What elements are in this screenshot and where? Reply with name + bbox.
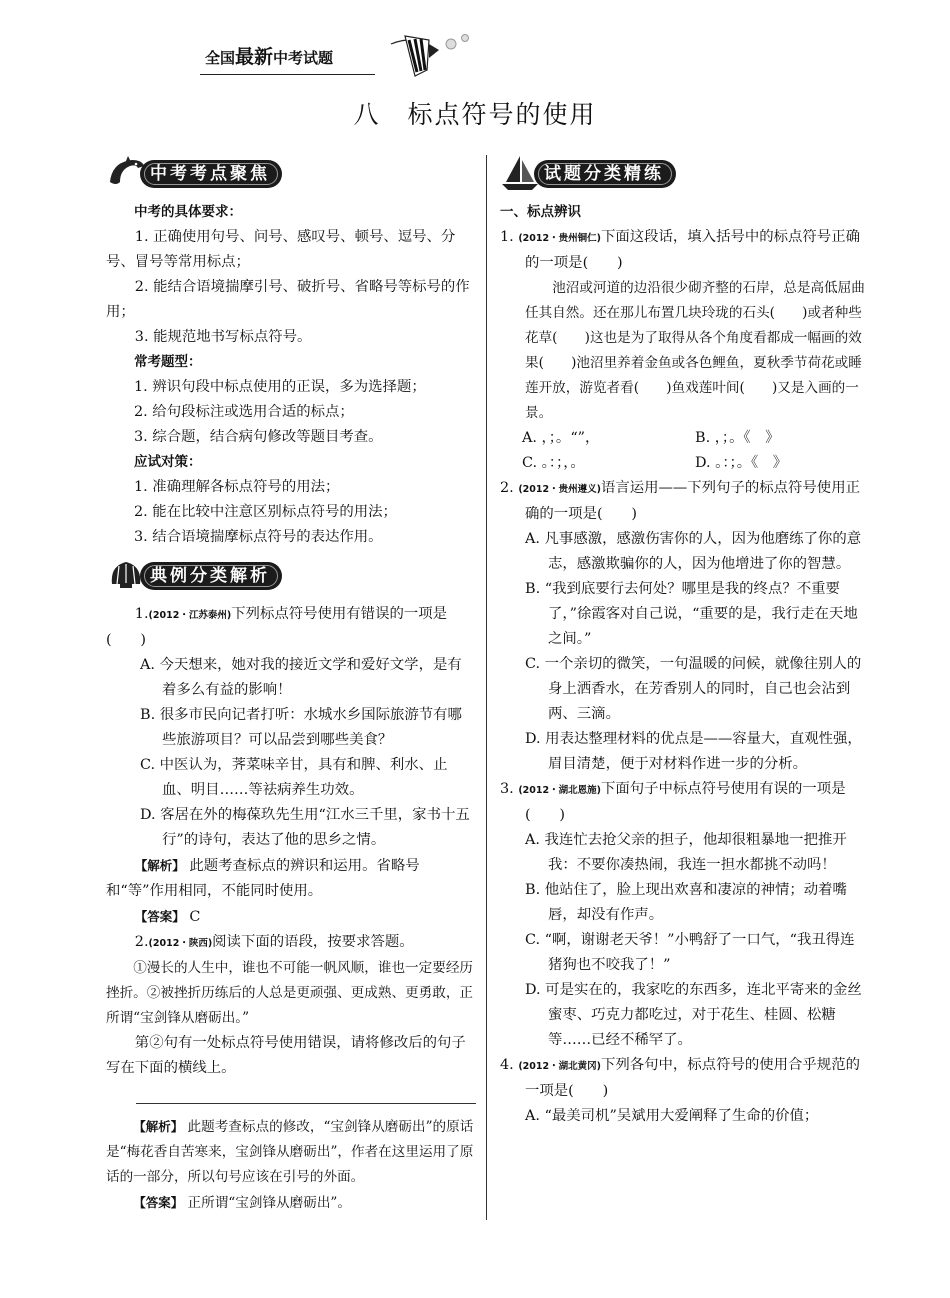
requirement-item: 2. 能结合语境揣摩引号、破折号、省略号等标号的作用； [106,279,470,320]
practice-q1-stem: 1. (2012・贵州铜仁)下面这段话，填入括号中的标点符号正确的一项是( ) [500,229,860,271]
practice-q1-options-row1 [500,426,868,451]
practice-q1-option-c: C. 。：；，。 [522,455,585,471]
example-q2-ask: 第②句有一处标点符号使用错误，请将修改后的句子写在下面的横线上。 [106,1035,466,1076]
question-type-item: 2. 给句段标注或选用合适的标点； [134,404,354,420]
requirements-heading: 中考的具体要求： [134,204,242,220]
practice-q4-stem: 4. (2012・湖北黄冈)下列各句中，标点符号的使用合乎规范的一项是( ) [500,1057,860,1099]
header-underline [200,74,375,75]
practice-q2-option-c: C. 一个亲切的微笑，一句温暖的问候，就像往别人的身上洒香水，在芳香别人的同时，自己也会沾到两、三滴。 [525,656,862,722]
practice-q1-options-row2 [500,451,868,476]
strategy-item: 1. 准确理解各标点符号的用法； [134,479,340,495]
banner-practice-label: 试题分类精练 [534,160,676,188]
strategy-item: 3. 结合语境揣摩标点符号的表达作用。 [134,529,383,545]
practice-q2-option-b: B. “我到底要行去何处？哪里是我的终点？不重要了，”徐霞客对自己说，“重要的是，我行走在天地之间。” [525,581,858,647]
practice-q1-passage: 池沼或河道的边沿很少砌齐整的石岸，总是高低屈曲任其自然。还在那儿布置几块玲珑的石头( )或者种些花草( )这也是为了取得从各个角度看都成一幅画的效果( )池沼里养着金鱼或各色鲤鱼，夏秋季节荷花或睡莲开放，游览者看( )鱼戏莲叶间( )又是入画的一景。 [525,280,865,421]
banner-examples [106,552,476,598]
banner-focus [106,150,476,196]
question-type-item: 1. 辨识句段中标点使用的正误，多为选择题； [134,379,426,395]
strategy-heading: 应试对策： [134,454,202,470]
requirement-item: 3. 能规范地书写标点符号。 [134,329,312,345]
example-q1-analysis: 【解析】 此题考查标点的辨识和运用。省略号和“等”作用相同，不能同时使用。 [106,858,420,899]
example-q1-option-a: A. 今天想来，她对我的接近文学和爱好文学，是有着多么有益的影响！ [140,657,462,698]
example-q1-answer: 【答案】 C [134,909,201,925]
right-column [500,150,868,1129]
question-types-heading: 常考题型： [134,354,202,370]
practice-q3-option-b: B. 他站住了，脸上现出欢喜和凄凉的神情；动着嘴唇，却没有作声。 [525,882,847,923]
column-divider [486,155,487,1220]
practice-q3-option-d: D. 可是实在的，我家吃的东西多，连北平寄来的金丝蜜枣、巧克力都吃过，对于花生、桂圆、松糖等……已经不稀罕了。 [525,982,862,1048]
banner-examples-label: 典例分类解析 [140,562,282,590]
example-q1-option-d: D. 客居在外的梅葆玖先生用“江水三千里，家书十五行”的诗句，表达了他的思乡之情。 [140,807,470,848]
banner-practice [500,150,868,196]
practice-q1-option-a: A. ，；。“”， [522,430,600,446]
question-type-item: 3. 综合题，结合病句修改等题目考查。 [134,429,383,445]
example-q2-passage: ①漫长的人生中，谁也不可能一帆风顺，谁也一定要经历挫折。②被挫折历练后的人总是更顽强、更成熟、更勇敢，正所谓“宝剑锋从磨砺出。” [106,960,474,1026]
example-q2-stem: 2.(2012・陕西)阅读下面的语段，按要求答题。 [134,934,414,950]
practice-q2-stem: 2. (2012・贵州遵义)语言运用——下列句子的标点符号使用正确的一项是( ) [500,480,860,522]
page-title: 八 标点符号的使用 [353,100,597,129]
practice-q2-option-d: D. 用表达整理材料的优点是——容量大，直观性强，眉目清楚，便于对材料作进一步的分析。 [525,731,862,772]
practice-q3-stem: 3. (2012・湖北恩施)下面句子中标点符号使用有误的一项是( ) [500,781,846,823]
left-column [106,150,476,1216]
practice-q1-option-d: D. 。：；。《 》 [695,455,788,471]
example-q1-option-c: C. 中医认为，荠菜味辛甘，具有和脾、利水、止血、明目……等祛病养生功效。 [140,757,448,798]
strategy-item: 2. 能在比较中注意区别标点符号的用法； [134,504,397,520]
practice-q4-option-a: A. “最美司机”吴斌用大爱阐释了生命的价值； [525,1108,819,1124]
example-q1-stem: 1.(2012・江苏泰州)下列标点符号使用有错误的一项是( ) [106,606,448,648]
banner-focus-label: 中考考点聚焦 [140,160,282,188]
example-q2-answer: 【答案】 正所谓“宝剑锋从磨砺出”。 [133,1195,351,1211]
example-q1-option-b: B. 很多市民向记者打听：水城水乡国际旅游节有哪些旅游项目？可以品尝到哪些美食？ [140,707,462,748]
requirement-item: 1. 正确使用句号、问号、感叹号、顿号、逗号、分号、冒号等常用标点； [106,229,456,270]
example-q2-analysis: 【解析】 此题考查标点的修改，“宝剑锋从磨砺出”的原话是“梅花香自苦寒来，宝剑锋从磨砺出”，作者在这里运用了原话的一部分，所以句号应该在引号的外面。 [106,1119,474,1185]
practice-q3-option-a: A. 我连忙去抢父亲的担子，他却很粗暴地一把推开我：不要你凑热闹，我连一担水都挑不动吗！ [525,832,847,873]
practice-q3-option-c: C. “啊，谢谢老天爷！”小鸭舒了一口气，“我丑得连猪狗也不咬我了！” [525,932,855,973]
section-heading: 一、标点辨识 [500,204,581,220]
answer-blank-line [136,1103,476,1104]
page-header [205,30,485,80]
practice-q2-option-a: A. 凡事感激，感激伤害你的人，因为他磨练了你的意志，感激欺骗你的人，因为他增进了你的智慧。 [525,531,862,572]
series-title: 全国最新中考试题 [205,46,334,68]
practice-q1-option-b: B. ，；。《 》 [695,430,780,446]
angelfish-logo-icon [385,30,485,82]
